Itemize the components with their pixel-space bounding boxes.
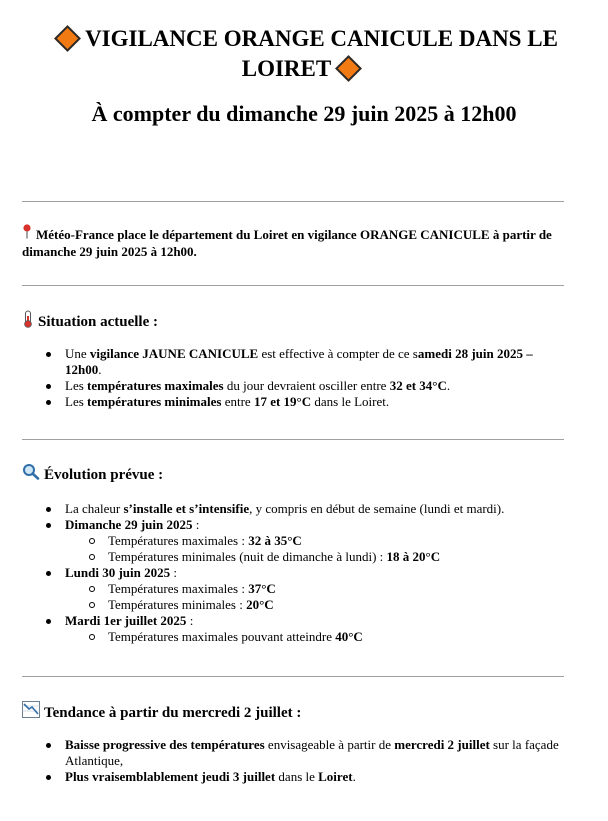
- bold-text: Loiret: [318, 769, 353, 784]
- text-run: Températures maximales :: [108, 533, 249, 548]
- text-run: :: [170, 565, 177, 580]
- title-line-2: [22, 54, 586, 84]
- section-heading-situation: [22, 310, 562, 334]
- bold-text: températures minimales: [87, 394, 222, 409]
- list-item-text: [65, 517, 562, 533]
- bold-text: 40°C: [335, 629, 363, 644]
- text-run: Les: [65, 394, 88, 409]
- text-run: est effective à compter de ce s: [258, 346, 418, 361]
- list-item: [22, 346, 562, 378]
- text-run: La chaleur: [65, 501, 124, 516]
- sub-list-item: [65, 581, 562, 597]
- sub-list: [65, 533, 562, 565]
- list-item: [22, 613, 562, 645]
- bold-text: températures maximales: [87, 378, 224, 393]
- bold-text: 37°C: [248, 581, 276, 596]
- text-run: .: [352, 769, 356, 784]
- list-item: [22, 394, 562, 410]
- list-item-text: [65, 613, 562, 629]
- text-run: , y compris en début de semaine (lundi et mardi).: [249, 501, 505, 516]
- list-item: [22, 565, 562, 613]
- text-run: dans le Loiret.: [311, 394, 390, 409]
- magnifier-icon: [22, 463, 40, 486]
- divider: [22, 285, 564, 286]
- bold-text: Plus vraisemblablement jeudi 3 juillet: [65, 769, 276, 784]
- bold-text: 17 et 19°C: [253, 394, 312, 409]
- text-run: Températures minimales :: [108, 597, 247, 612]
- bold-text: vigilance JAUNE CANICULE: [89, 346, 259, 361]
- text-run: sur la façade Atlantique,: [65, 737, 559, 768]
- list-item: [22, 501, 562, 517]
- sub-list: [65, 629, 562, 645]
- intro-paragraph: [22, 224, 562, 260]
- bold-text: amedi 28 juin 2025 – 12h00: [65, 346, 533, 377]
- thermometer-icon: [22, 310, 34, 334]
- bold-text: Baisse progressive des températures: [65, 737, 265, 752]
- text-run: Les: [65, 378, 88, 393]
- chart-decreasing-icon: [22, 701, 40, 724]
- text-run: :: [192, 517, 200, 532]
- document-title: [22, 24, 586, 84]
- text-run: :: [186, 613, 194, 628]
- section-title: Situation actuelle :: [38, 314, 158, 330]
- title-text-2: LOIRET: [241, 56, 332, 81]
- sub-list-item: [65, 533, 562, 549]
- intro-text: Météo-France place le département du Loiret en vigilance ORANGE CANICULE à partir de dimanche 29 juin 2025 à 12h00.: [22, 227, 552, 259]
- section-title: Évolution prévue :: [44, 466, 164, 483]
- bold-text: 32 à 35°C: [248, 533, 302, 548]
- section-heading-evolution: [22, 463, 562, 486]
- bold-text: Mardi 1er juillet 2025: [65, 613, 187, 628]
- text-run: dans le: [275, 769, 319, 784]
- text-run: Une: [65, 346, 90, 361]
- divider: [22, 201, 564, 202]
- bold-text: s’installe et s’intensifie: [123, 501, 250, 516]
- text-run: du jour devraient osciller entre: [223, 378, 390, 393]
- section-title: Tendance à partir du mercredi 2 juillet :: [44, 704, 302, 721]
- title-line-1: [22, 24, 586, 54]
- list-item: [22, 517, 562, 565]
- text-run: .: [98, 362, 102, 377]
- sub-list: [65, 581, 562, 613]
- text-run: Températures maximales pouvant atteindre: [108, 629, 336, 644]
- sub-list-item: [65, 597, 562, 613]
- document-subtitle: À compter du dimanche 29 juin 2025 à 12h00: [91, 101, 517, 126]
- bold-text: Dimanche 29 juin 2025: [65, 517, 193, 532]
- bold-text: mercredi 2 juillet: [394, 737, 490, 752]
- list-item: [22, 737, 562, 769]
- title-text-1: VIGILANCE ORANGE CANICULE DANS LE: [85, 26, 558, 51]
- sub-list-item: [65, 549, 562, 565]
- warning-diamond-icon: [54, 25, 81, 52]
- list-item-text: [65, 565, 562, 581]
- bold-text: 18 à 20°C: [386, 549, 441, 564]
- text-run: envisageable à partir de: [264, 737, 395, 752]
- bold-text: 32 et 34°C: [389, 378, 447, 393]
- text-run: Températures minimales (nuit de dimanche à lundi) :: [108, 549, 387, 564]
- situation-list: [22, 346, 562, 410]
- pushpin-icon: [22, 224, 32, 243]
- warning-diamond-icon: [335, 55, 362, 82]
- list-item: [22, 769, 562, 785]
- evolution-list: [22, 501, 562, 645]
- text-run: entre: [221, 394, 254, 409]
- divider: [22, 439, 564, 440]
- tendance-list: [22, 737, 562, 785]
- text-run: Températures maximales :: [108, 581, 249, 596]
- bold-text: Lundi 30 juin 2025: [65, 565, 171, 580]
- list-item-text: [65, 501, 562, 517]
- text-run: .: [446, 378, 451, 393]
- bold-text: 20°C: [246, 597, 274, 612]
- list-item: [22, 378, 562, 394]
- divider: [22, 676, 564, 677]
- section-heading-tendance: [22, 701, 562, 724]
- sub-list-item: [65, 629, 562, 645]
